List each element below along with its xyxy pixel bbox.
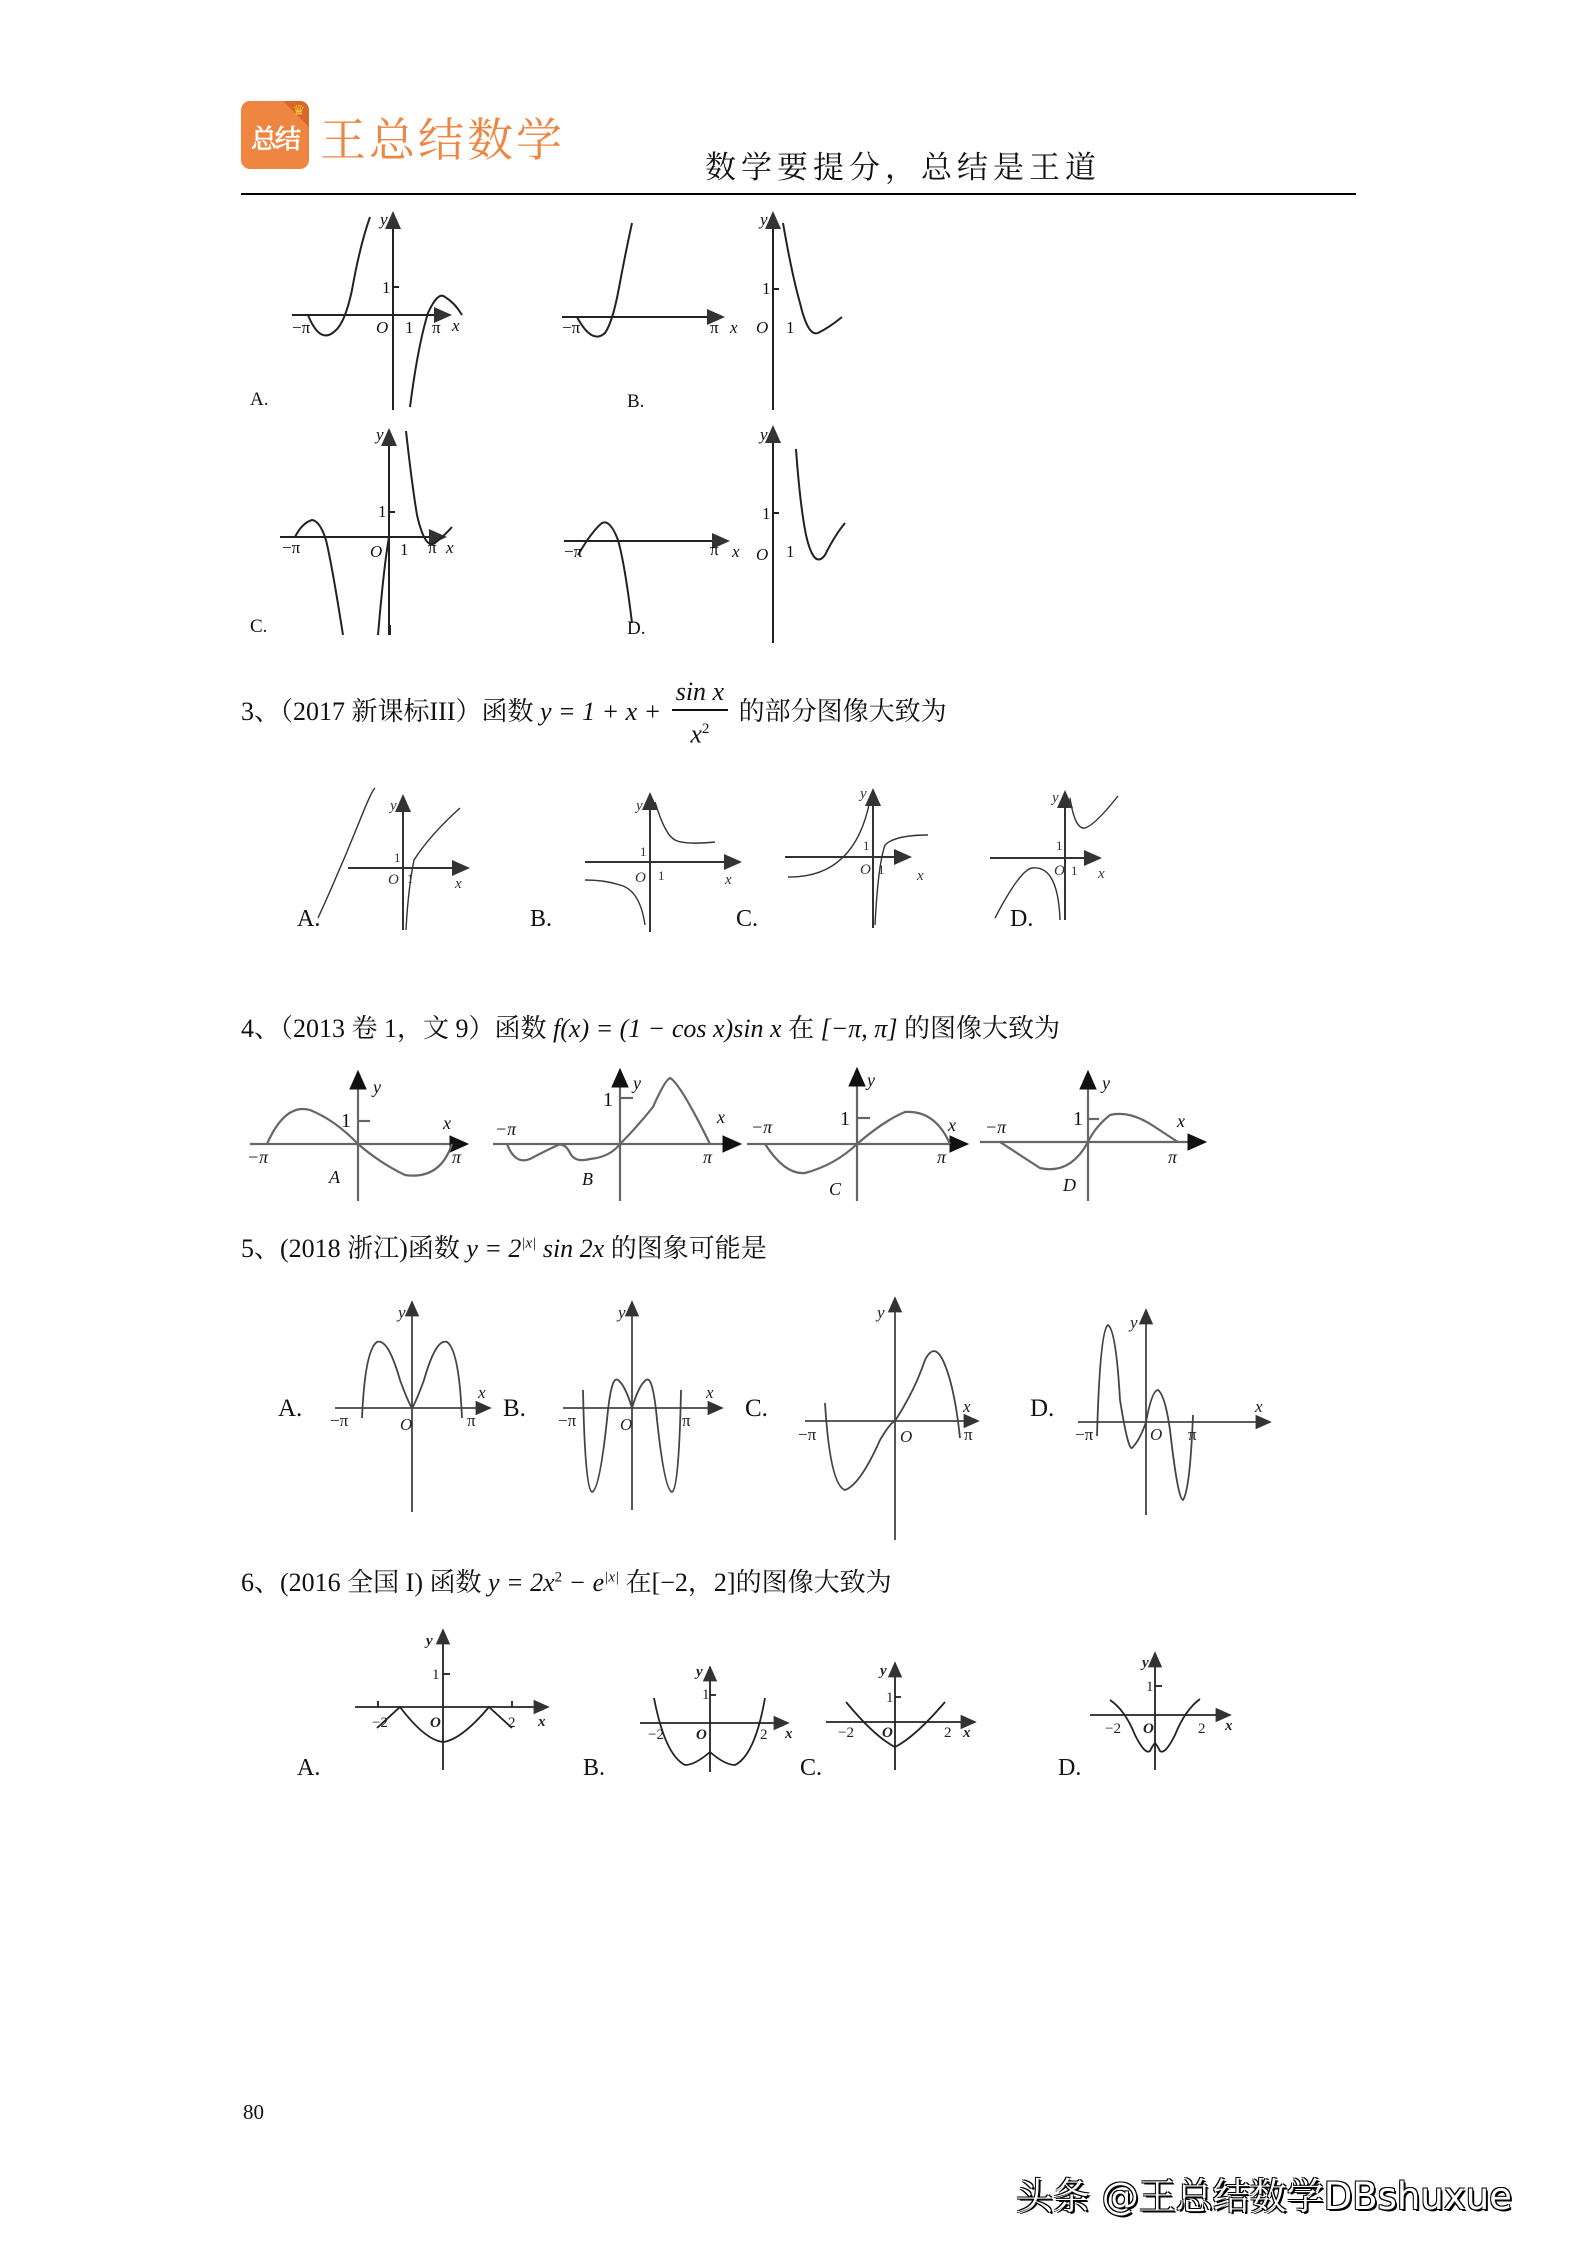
- svg-text:1: 1: [400, 540, 409, 559]
- svg-text:y: y: [636, 798, 643, 814]
- svg-text:x: x: [1177, 1111, 1185, 1131]
- svg-text:1: 1: [341, 1110, 351, 1132]
- q4-graph-a: [250, 1072, 467, 1201]
- q3-graph-b: [585, 794, 740, 932]
- q5-option-d[interactable]: D.: [1030, 1395, 1055, 1422]
- svg-text:x: x: [785, 1726, 793, 1742]
- q3-option-b[interactable]: B.: [530, 906, 553, 932]
- logo-text: 总结: [250, 125, 299, 155]
- q6-suffix: 在[−2，2]的图像大致为: [625, 1568, 892, 1597]
- slogan: 数学要提分，总结是王道: [705, 150, 1101, 186]
- svg-text:1: 1: [762, 279, 771, 298]
- svg-text:x: x: [1098, 866, 1105, 882]
- q3-frac-numerator: sin x: [672, 675, 728, 711]
- svg-text:1: 1: [378, 502, 387, 521]
- q3-graph-d: [990, 792, 1118, 920]
- svg-text:y: y: [696, 1664, 703, 1680]
- svg-text:x: x: [717, 1107, 725, 1127]
- svg-text:y: y: [880, 1663, 887, 1679]
- q6-option-a[interactable]: A.: [297, 1755, 321, 1781]
- svg-text:O: O: [696, 1727, 707, 1743]
- q2-option-c[interactable]: C.: [250, 616, 268, 637]
- svg-text:2: 2: [760, 1727, 768, 1743]
- q3-graphs: [280, 780, 1240, 940]
- q4-prefix: 4、（2013 卷 1，文 9）函数: [241, 1014, 547, 1043]
- q5-option-c[interactable]: C.: [745, 1395, 768, 1422]
- svg-text:O: O: [620, 1415, 633, 1434]
- q5-suffix: 的图象可能是: [610, 1234, 767, 1263]
- svg-text:y: y: [1142, 1655, 1149, 1671]
- q6-graphs: [280, 1615, 1300, 1785]
- q6-formula-b-exp: |x|: [604, 1569, 620, 1586]
- q6-formula-a-exp: 2: [554, 1569, 563, 1586]
- svg-text:2: 2: [944, 1725, 952, 1741]
- q5-option-a[interactable]: A.: [278, 1395, 303, 1422]
- svg-text:π: π: [1188, 1425, 1197, 1444]
- svg-text:1: 1: [640, 844, 647, 859]
- svg-text:2: 2: [1198, 1721, 1206, 1737]
- q6-graph-c: [826, 1663, 975, 1770]
- svg-text:1: 1: [840, 1108, 850, 1130]
- svg-text:O: O: [376, 318, 389, 337]
- q3-prefix: 3、（2017 新课标III）函数: [241, 696, 534, 726]
- svg-text:1: 1: [1073, 1108, 1083, 1130]
- q6-option-d[interactable]: D.: [1058, 1755, 1082, 1781]
- question-3-stem: [241, 675, 947, 753]
- q6-prefix: 6、(2016 全国 I) 函数: [241, 1568, 482, 1597]
- watermark: 头条 @王总结数学DBshuxue: [1016, 2175, 1512, 2218]
- q6-graph-d: [1090, 1653, 1230, 1770]
- q3-option-c[interactable]: C.: [736, 906, 759, 932]
- svg-text:y: y: [1102, 1073, 1110, 1093]
- svg-text:y: y: [618, 1303, 626, 1322]
- q6-graph-b: [640, 1667, 788, 1772]
- q5-graph-d: [1078, 1310, 1270, 1515]
- svg-text:y: y: [1052, 790, 1059, 806]
- svg-text:π: π: [710, 318, 719, 337]
- q5-graphs: [270, 1290, 1280, 1540]
- q3-fraction: [672, 675, 728, 753]
- q2-graph-c: [280, 430, 452, 635]
- svg-text:1: 1: [786, 318, 795, 337]
- q6-graph-a: [355, 1630, 548, 1770]
- svg-text:O: O: [1054, 863, 1065, 879]
- svg-text:1: 1: [1146, 1679, 1154, 1695]
- svg-text:1: 1: [658, 868, 665, 883]
- svg-text:x: x: [948, 1115, 956, 1135]
- svg-text:x: x: [478, 1383, 486, 1402]
- q4-option-c[interactable]: C: [829, 1179, 842, 1199]
- q3-frac-exponent: 2: [701, 721, 710, 737]
- svg-text:y: y: [760, 210, 768, 229]
- q4-option-a[interactable]: A: [329, 1167, 340, 1187]
- svg-text:π: π: [432, 318, 441, 337]
- crown-icon: ♛: [292, 103, 305, 119]
- svg-text:y: y: [860, 786, 867, 802]
- svg-text:π: π: [452, 1147, 462, 1167]
- svg-text:x: x: [538, 1714, 546, 1730]
- svg-text:1: 1: [432, 1667, 440, 1683]
- q5-graph-a: [335, 1302, 490, 1512]
- svg-text:y: y: [390, 798, 397, 814]
- q2-graph-a: [292, 213, 462, 410]
- svg-text:1: 1: [702, 1687, 710, 1703]
- q3-option-d[interactable]: D.: [1010, 906, 1034, 932]
- q5-formula-base: y = 2: [466, 1234, 522, 1263]
- q2-option-b[interactable]: B.: [627, 391, 645, 412]
- svg-text:π: π: [1168, 1147, 1178, 1167]
- q6-formula-b: − e: [562, 1568, 605, 1597]
- q2-option-a[interactable]: A.: [250, 389, 269, 410]
- svg-text:O: O: [1150, 1425, 1163, 1444]
- q4-graph-d: [980, 1072, 1205, 1201]
- svg-text:O: O: [882, 1725, 893, 1741]
- q6-option-c[interactable]: C.: [800, 1755, 823, 1781]
- svg-text:x: x: [706, 1383, 714, 1402]
- brand-logo: [241, 101, 309, 169]
- q4-graph-c: [747, 1069, 967, 1201]
- svg-text:−π: −π: [292, 318, 311, 337]
- svg-text:x: x: [452, 316, 460, 335]
- svg-text:x: x: [730, 318, 738, 337]
- svg-text:1: 1: [394, 850, 401, 865]
- q4-formula: f(x) = (1 − cos x)sin x: [553, 1014, 782, 1043]
- svg-text:x: x: [455, 876, 462, 892]
- svg-text:−π: −π: [282, 538, 301, 557]
- svg-text:1: 1: [382, 278, 391, 297]
- page-number: 80: [243, 2100, 264, 2124]
- svg-text:y: y: [426, 1633, 433, 1649]
- svg-text:−π: −π: [564, 542, 583, 561]
- svg-text:1: 1: [878, 862, 885, 877]
- svg-text:y: y: [1130, 1313, 1138, 1332]
- q6-option-b[interactable]: B.: [583, 1755, 606, 1781]
- axis-label-y: y: [380, 210, 388, 229]
- svg-text:−2: −2: [648, 1727, 664, 1743]
- brand-name: 王总结数学: [320, 113, 565, 167]
- svg-text:x: x: [917, 868, 924, 884]
- q3-formula-lhs: y = 1 + x +: [539, 696, 662, 726]
- svg-text:−π: −π: [330, 1411, 349, 1430]
- q4-suffix: 的图像大致为: [903, 1014, 1060, 1043]
- svg-text:x: x: [963, 1397, 971, 1416]
- svg-text:1: 1: [786, 542, 795, 561]
- svg-text:−2: −2: [372, 1715, 388, 1731]
- svg-text:−π: −π: [562, 318, 581, 337]
- svg-text:−π: −π: [558, 1411, 577, 1430]
- q2-option-d[interactable]: D.: [627, 618, 646, 639]
- svg-text:2: 2: [508, 1715, 516, 1731]
- svg-text:π: π: [710, 540, 719, 559]
- q2-graph-d: [564, 427, 845, 643]
- q4-option-d[interactable]: D: [1063, 1175, 1076, 1195]
- q3-option-a[interactable]: A.: [297, 906, 321, 932]
- svg-text:−π: −π: [495, 1119, 517, 1139]
- svg-text:x: x: [446, 538, 454, 557]
- svg-text:−π: −π: [985, 1117, 1007, 1137]
- q4-graph-b: [493, 1070, 740, 1201]
- svg-text:x: x: [963, 1725, 971, 1741]
- svg-text:−π: −π: [1075, 1425, 1094, 1444]
- svg-text:x: x: [725, 872, 732, 888]
- q4-interval: [−π, π]: [820, 1014, 898, 1043]
- q2-graphs: [240, 205, 940, 655]
- svg-text:O: O: [1143, 1721, 1154, 1737]
- svg-text:y: y: [867, 1070, 875, 1090]
- svg-text:−2: −2: [1105, 1721, 1121, 1737]
- q6-formula-a: y = 2x: [487, 1568, 555, 1597]
- q5-formula-tail: sin 2x: [542, 1234, 605, 1263]
- svg-text:π: π: [703, 1147, 713, 1167]
- svg-text:−π: −π: [751, 1117, 773, 1137]
- question-4-stem: [241, 1008, 1060, 1045]
- svg-text:−π: −π: [798, 1425, 817, 1444]
- question-6-stem: [241, 1562, 892, 1599]
- q5-graph-b: [563, 1302, 722, 1510]
- svg-text:O: O: [756, 318, 769, 337]
- svg-text:O: O: [388, 872, 399, 888]
- q4-option-b[interactable]: B: [582, 1169, 593, 1189]
- svg-text:π: π: [467, 1411, 476, 1430]
- svg-text:1: 1: [762, 504, 771, 523]
- svg-text:π: π: [964, 1425, 973, 1444]
- svg-text:y: y: [376, 425, 384, 444]
- svg-text:O: O: [635, 870, 646, 886]
- svg-text:1: 1: [405, 318, 414, 337]
- svg-text:1: 1: [886, 1690, 894, 1706]
- svg-text:π: π: [428, 538, 437, 557]
- svg-text:O: O: [430, 1715, 441, 1731]
- svg-text:1: 1: [1056, 838, 1063, 853]
- svg-text:1: 1: [1071, 863, 1078, 878]
- q3-frac-denominator: x: [690, 719, 702, 749]
- svg-text:O: O: [400, 1415, 413, 1434]
- q3-suffix: 的部分图像大致为: [738, 696, 947, 726]
- svg-text:x: x: [732, 542, 740, 561]
- q5-option-b[interactable]: B.: [503, 1395, 526, 1422]
- svg-text:x: x: [1225, 1718, 1233, 1734]
- svg-text:−π: −π: [247, 1147, 269, 1167]
- svg-text:x: x: [443, 1113, 451, 1133]
- svg-text:1: 1: [863, 838, 870, 853]
- q4-mid: 在: [788, 1014, 815, 1043]
- svg-text:π: π: [682, 1411, 691, 1430]
- svg-text:O: O: [860, 862, 871, 878]
- svg-text:y: y: [633, 1073, 641, 1093]
- svg-text:π: π: [937, 1147, 947, 1167]
- svg-text:O: O: [756, 545, 769, 564]
- svg-text:y: y: [398, 1303, 406, 1322]
- svg-text:−2: −2: [838, 1725, 854, 1741]
- svg-text:1: 1: [603, 1089, 613, 1111]
- svg-text:y: y: [877, 1303, 885, 1322]
- svg-text:O: O: [900, 1427, 913, 1446]
- q4-graphs: [245, 1065, 1235, 1210]
- svg-text:y: y: [373, 1077, 381, 1097]
- q2-graph-b: [562, 213, 842, 410]
- svg-text:1: 1: [407, 871, 414, 886]
- q5-prefix: 5、(2018 浙江)函数: [241, 1234, 460, 1263]
- svg-text:y: y: [760, 425, 768, 444]
- q5-formula-exponent: |x|: [521, 1235, 537, 1252]
- svg-text:x: x: [1255, 1397, 1263, 1416]
- q3-graph-c: [785, 790, 928, 928]
- svg-text:O: O: [370, 542, 383, 561]
- question-5-stem: [241, 1228, 767, 1265]
- header-divider: [241, 193, 1356, 195]
